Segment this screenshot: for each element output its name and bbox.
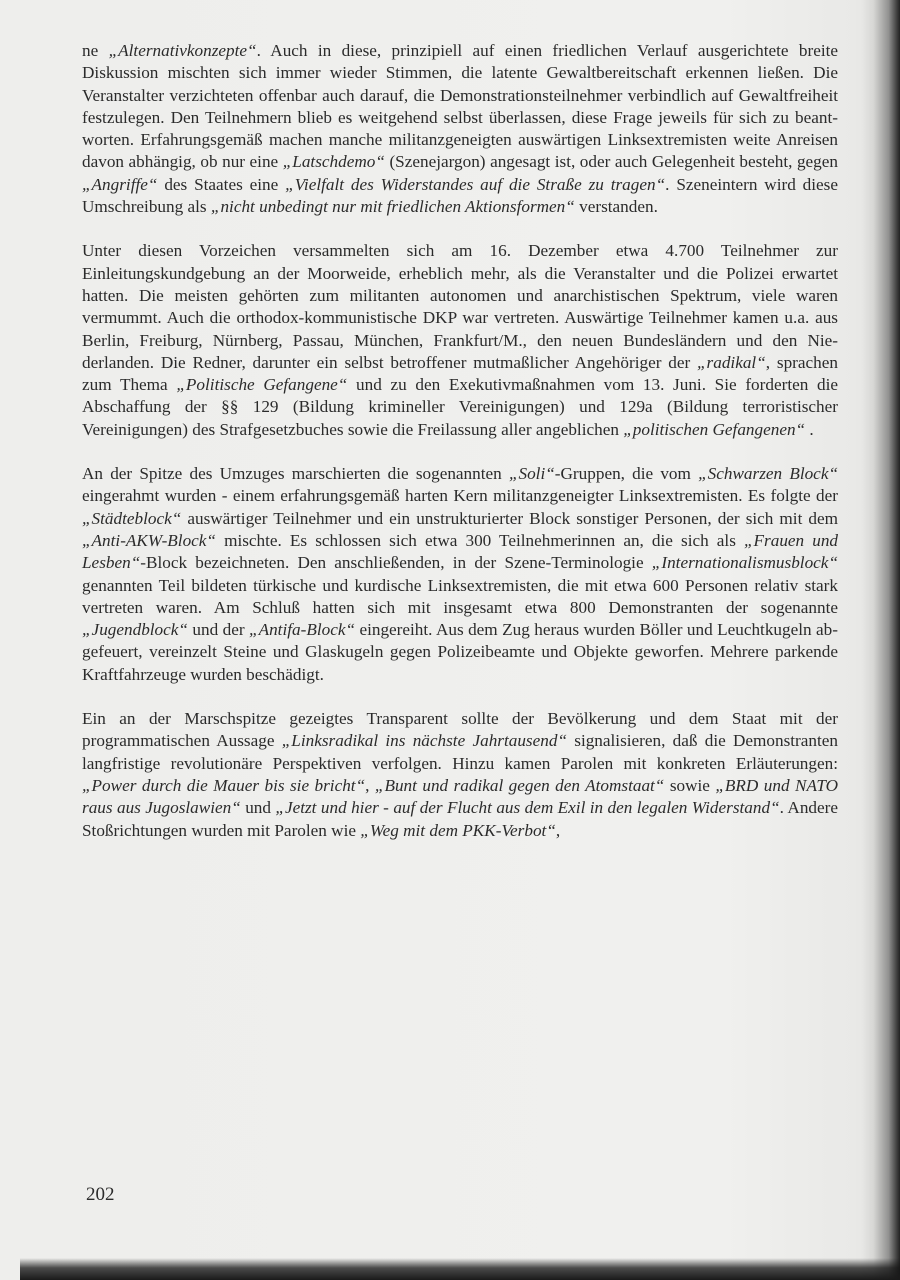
quoted-term: „Frauen und Lesben“ [82,530,839,573]
quoted-term: „BRD und NATO raus aus Jugoslawien“ [82,775,838,818]
quoted-term: „Bunt und radikal gegen den Atomstaat“ [374,775,665,795]
quoted-term: „Alternativkonzepte“ [108,41,257,60]
quoted-term: „Städteblock“ [82,508,182,528]
body-text [82,40,838,864]
text-run: ne [82,41,109,60]
quoted-term: „nicht unbedingt nur mit friedlichen Aktionsformen“ [210,197,575,217]
page-bottom-edge [20,1258,900,1280]
quoted-term: „Jetzt und hier - auf der Flucht aus dem Exil in den legalen Widerstand“ [275,798,780,818]
quoted-term: „Soli“ [508,464,555,484]
quoted-term: „Power durch die Mauer bis sie bricht“ [82,775,366,795]
text-run: eingerahmt wurden - einem erfahrungsgemäß harten Kern militanzgeneigter Linksextremisten. Es folgte der [82,486,838,506]
text-run: . Andere Stoßrichtungen wurden mit Parolen wie [82,798,839,840]
text-run: , sprachen zum Thema [82,352,838,395]
quoted-term: „Latschdemo“ [282,152,385,172]
text-run: auswärtiger Teilnehmer und ein unstrukturierter Block sonstiger Personen, der sich mit dem [181,508,838,528]
text-run: (Szenejargon) angesagt ist, oder auch Gelegenheit besteht, gegen [384,152,838,172]
text-run: An der Spitze des Umzuges marschierten die sogenannten [82,464,509,484]
quoted-term: „Politische Gefangene“ [176,375,348,395]
text-run: , [365,775,375,795]
text-run: , [555,820,561,840]
quoted-term: „Schwarzen Block“ [698,464,839,484]
quoted-term: „Jugendblock“ [82,620,188,640]
text-run: Ein an der Marschspitze gezeigtes Transparent sollte der Bevölkerung und dem Staat mit der programmatischen Aussage [82,709,838,751]
text-run: und [240,798,276,818]
quoted-term: „Vielfalt des Widerstandes auf die Straße zu tragen“ [285,174,666,194]
text-run: Unter diesen Vorzeichen versammelten sich am 16. Dezember etwa 4.700 Teilnehmer zur Einleitungskundgebung an der Moorweide, erheblich mehr, als die Veranstalter und die Polizei erwartet hatten. Die meisten gehörten zum militanten autonomen und anarchistischen Spektrum, viele waren vermummt. Auch die orthodox-kommunistische DKP war vertreten. Auswärtige Teilnehmer kamen u.a. aus Berlin, Freiburg, Nürnberg, Passau, München, Frankfurt/M., den neuen Bundesländern und den Niederlanden. Die Redner, darunter ein selbst betroffener mutmaßlicher Angehöriger der [82,241,838,372]
page-number: 202 [86,1184,115,1205]
text-run: . [805,419,814,439]
text-run: -Block bezeichneten. Den anschließenden, in der Szene-Terminologie [140,553,652,573]
text-run: -Gruppen, die vom [554,464,699,484]
quoted-term: „radikal“ [697,352,766,372]
quoted-term: „Antifa-Block“ [249,620,356,640]
text-run: und der [187,620,250,640]
quoted-term: „Internationalismusblock“ [651,553,838,573]
text-run: genannten Teil bildeten türkische und kurdische Linksextremisten, die mit etwa 600 Personen relativ stark vertreten waren. Am Schluß hatten sich mit insgesamt etwa 800 Demonstranten der sogenannte [82,575,838,617]
quoted-term: „Angriffe“ [82,174,158,194]
paragraph-2 [82,240,838,441]
quoted-term: „politischen Gefangenen“ [623,419,806,439]
text-run: . Auch in diese, prinzipiell auf einen friedlichen Verlauf ausgerichtete breite Diskussion mischten sich immer wieder Stimmen, die latente Gewaltbereitschaft erkennen ließen. Die Veranstalter verzichteten offenbar auch darauf, die Demonstrationsteilnehmer verbindlich auf Gewaltfreiheit festzulegen. Den Teilnehmern blieb es weitgehend selbst überlassen, diese Frage jeweils für sich zu beantworten. Erfahrungsgemäß machen manche militanzgeneigten auswärtigen Linksextremisten weite Anreisen davon abhängig, ob nur eine [82,41,839,172]
quoted-term: „Anti-AKW-Block“ [82,530,216,550]
paragraph-1 [82,40,838,218]
text-run: und zu den Exekutivmaßnahmen vom 13. Juni. Sie forderten die Abschaffung der §§ 129 (Bildung krimineller Vereinigungen) und 129a (Bildung terroristischer Vereinigungen) des Strafgesetzbuches sowie die Freilassung aller angeblichen [82,375,838,439]
quoted-term: „Linksradikal ins nächste Jahrtausend“ [281,731,567,751]
text-run: . Szeneintern wird diese Umschreibung als [82,174,838,217]
text-run: eingereiht. Aus dem Zug heraus wurden Böller und Leuchtkugeln abgefeuert, vereinzelt Steine und Glaskugeln gegen Polizeibeamte und Objekte geworfen. Mehrere parkende Kraftfahrzeuge wurden beschädigt. [82,620,839,684]
paragraph-4 [82,708,838,842]
quoted-term: „Weg mit dem PKK-Verbot“ [360,820,556,840]
paragraph-3 [82,463,838,686]
text-run: sowie [664,775,716,795]
text-run: signalisieren, daß die Demonstranten langfristige revolutionäre Perspektiven verfolgen. Hinzu kamen Parolen mit konkreten Erläuterungen: [82,731,838,773]
text-run: verstanden. [574,197,658,217]
binding-shadow [862,0,900,1280]
text-run: mischte. Es schlossen sich etwa 300 Teilnehmerinnen an, die sich als [215,530,744,550]
text-run: des Staates eine [157,174,286,194]
